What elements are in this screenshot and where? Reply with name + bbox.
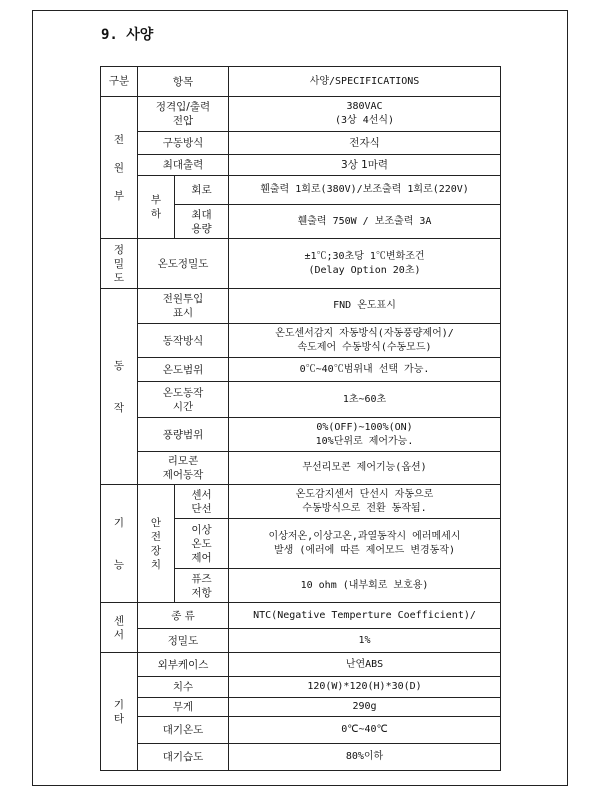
air-value: 0%(OFF)~100%(ON) 10%단위로 제어가능. xyxy=(229,418,501,452)
case-value: 난연ABS xyxy=(229,653,501,677)
remote-label: 리모콘 제어동작 xyxy=(138,452,229,485)
table-row xyxy=(101,239,501,289)
fuse-label: 퓨즈 저항 xyxy=(175,569,229,603)
table-row xyxy=(101,358,501,382)
abnormal-value: 이상저온,이상고온,과열동작시 에러메세시 발생 (에러에 따른 제어모드 변경동작) xyxy=(229,519,501,569)
table-row xyxy=(101,629,501,653)
time-value: 1초~60초 xyxy=(229,382,501,418)
sensor-precision-value: 1% xyxy=(229,629,501,653)
circuit-value: 휀출력 1회로(380V)/보조출력 1회로(220V) xyxy=(229,176,501,205)
category-sensor: 센 서 xyxy=(101,603,138,653)
table-row xyxy=(101,485,501,519)
table-row xyxy=(101,155,501,176)
humidity-value: 80%이하 xyxy=(229,744,501,771)
mode-value: 온도센서감지 자동방식(자동풍량제어)/ 속도제어 수동방식(수동모드) xyxy=(229,324,501,358)
category-etc: 기 타 xyxy=(101,653,138,771)
table-row xyxy=(101,324,501,358)
sensor-precision-label: 정밀도 xyxy=(138,629,229,653)
max-cap-value: 휀출력 750W / 보조출력 3A xyxy=(229,205,501,239)
table-row xyxy=(101,603,501,629)
category-operation: 동 작 xyxy=(101,289,138,485)
table-row xyxy=(101,382,501,418)
max-output-label: 최대출력 xyxy=(138,155,229,176)
rated-io-value: 380VAC (3상 4선식) xyxy=(229,97,501,132)
max-output-value: 3상 1마력 xyxy=(229,155,501,176)
header-spec: 사양/SPECIFICATIONS xyxy=(229,67,501,97)
drive-label: 구동방식 xyxy=(138,132,229,155)
load-label: 부 하 xyxy=(138,176,175,239)
humidity-label: 대기습도 xyxy=(138,744,229,771)
table-row xyxy=(101,698,501,717)
header-item: 항목 xyxy=(138,67,229,97)
table-row xyxy=(101,176,501,205)
remote-value: 무선리모콘 제어기능(옵션) xyxy=(229,452,501,485)
drive-value: 전자식 xyxy=(229,132,501,155)
spec-table xyxy=(100,66,501,771)
category-function: 기 능 xyxy=(101,485,138,603)
temp-label: 대기온도 xyxy=(138,717,229,744)
table-row xyxy=(101,132,501,155)
table-row xyxy=(101,97,501,132)
case-label: 외부케이스 xyxy=(138,653,229,677)
weight-label: 무게 xyxy=(138,698,229,717)
section-heading: 9. 사양 xyxy=(101,27,154,43)
table-row xyxy=(101,677,501,698)
table-row xyxy=(101,67,501,97)
weight-value: 290g xyxy=(229,698,501,717)
range-label: 온도범위 xyxy=(138,358,229,382)
rated-io-label: 정격입/출력 전압 xyxy=(138,97,229,132)
header-category: 구분 xyxy=(101,67,138,97)
temp-precision-value: ±1℃;30초당 1℃변화조건 (Delay Option 20초) xyxy=(229,239,501,289)
table-row xyxy=(101,717,501,744)
display-label: 전원투입 표시 xyxy=(138,289,229,324)
table-row xyxy=(101,744,501,771)
size-label: 치수 xyxy=(138,677,229,698)
range-value: 0℃~40℃범위내 선택 가능. xyxy=(229,358,501,382)
category-precision: 정 밀 도 xyxy=(101,239,138,289)
sensor-type-value: NTC(Negative Temperture Coefficient)/ xyxy=(229,603,501,629)
table-row xyxy=(101,452,501,485)
max-cap-label: 최대 용량 xyxy=(175,205,229,239)
table-row xyxy=(101,289,501,324)
fuse-value: 10 ohm (내부회로 보호용) xyxy=(229,569,501,603)
table-row xyxy=(101,418,501,452)
circuit-label: 회로 xyxy=(175,176,229,205)
size-value: 120(W)*120(H)*30(D) xyxy=(229,677,501,698)
time-label: 온도동작 시간 xyxy=(138,382,229,418)
air-label: 풍량범위 xyxy=(138,418,229,452)
temp-value: 0℃~40℃ xyxy=(229,717,501,744)
display-value: FND 온도표시 xyxy=(229,289,501,324)
safety-label: 안 전 장 치 xyxy=(138,485,175,603)
abnormal-label: 이상 온도 제어 xyxy=(175,519,229,569)
table-row xyxy=(101,653,501,677)
category-power: 전 원 부 xyxy=(101,97,138,239)
temp-precision-label: 온도정밀도 xyxy=(138,239,229,289)
sensor-type-label: 종 류 xyxy=(138,603,229,629)
mode-label: 동작방식 xyxy=(138,324,229,358)
sensor-break-value: 온도감지센서 단선시 자동으로 수동방식으로 전환 동작됨. xyxy=(229,485,501,519)
sensor-break-label: 센서 단선 xyxy=(175,485,229,519)
